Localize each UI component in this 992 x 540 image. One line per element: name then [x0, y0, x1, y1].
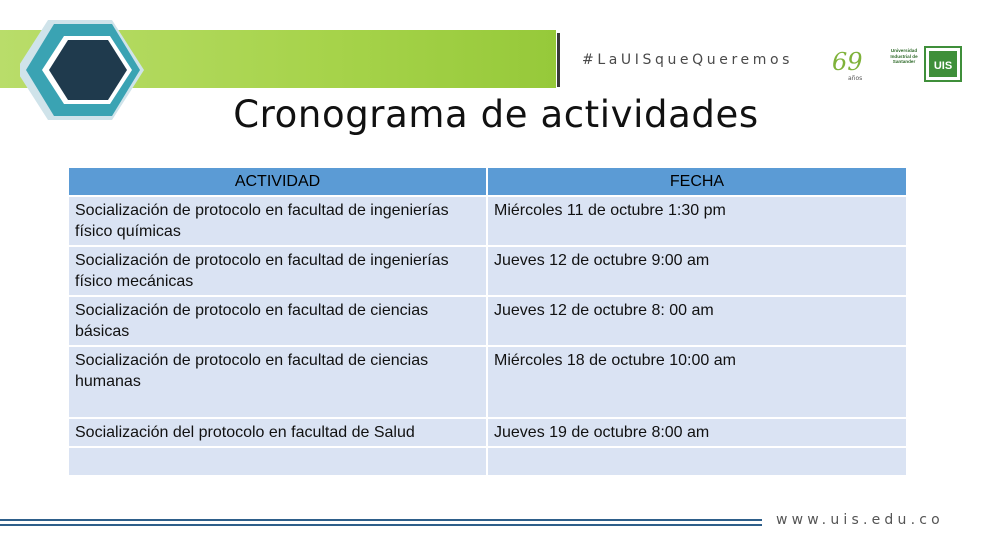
university-name: Universidad Industrial de Santander — [890, 48, 918, 65]
cell-fecha: Jueves 12 de octubre 9:00 am — [488, 247, 906, 295]
cell-actividad: Socialización de protocolo en facultad de ciencias básicas — [69, 297, 486, 345]
table-header-row — [69, 168, 906, 195]
uis-logo — [924, 46, 962, 82]
table-row — [69, 247, 906, 295]
header-actividad: ACTIVIDAD — [69, 168, 486, 195]
cell-fecha: Miércoles 18 de octubre 10:00 am — [488, 347, 906, 417]
table-row — [69, 347, 906, 417]
cell-fecha: Jueves 12 de octubre 8: 00 am — [488, 297, 906, 345]
cell-actividad: Socialización de protocolo en facultad de ciencias humanas — [69, 347, 486, 417]
cell-actividad — [69, 448, 486, 475]
table-row-empty — [69, 448, 906, 475]
page-title: Cronograma de actividades — [233, 93, 759, 136]
footer-line — [0, 519, 762, 521]
anniversary-logo — [830, 44, 878, 84]
footer-line — [0, 524, 762, 526]
table-row — [69, 297, 906, 345]
header-fecha: FECHA — [488, 168, 906, 195]
cell-actividad: Socialización de protocolo en facultad de ingenierías físico mecánicas — [69, 247, 486, 295]
cell-fecha — [488, 448, 906, 475]
header-divider — [557, 33, 560, 87]
uis-logo-text: UIS — [933, 60, 953, 72]
cell-actividad: Socialización de protocolo en facultad de ingenierías físico químicas — [69, 197, 486, 245]
cell-actividad: Socialización del protocolo en facultad de Salud — [69, 419, 486, 446]
schedule-table — [67, 166, 908, 477]
anniversary-number: 69 — [832, 48, 863, 76]
table-row — [69, 419, 906, 446]
table-row — [69, 197, 906, 245]
cell-fecha: Jueves 19 de octubre 8:00 am — [488, 419, 906, 446]
hashtag-text: #LaUISqueQueremos — [582, 52, 794, 68]
cell-fecha: Miércoles 11 de octubre 1:30 pm — [488, 197, 906, 245]
anniversary-sub: años — [848, 75, 863, 82]
footer-url: www.uis.edu.co — [776, 512, 944, 528]
